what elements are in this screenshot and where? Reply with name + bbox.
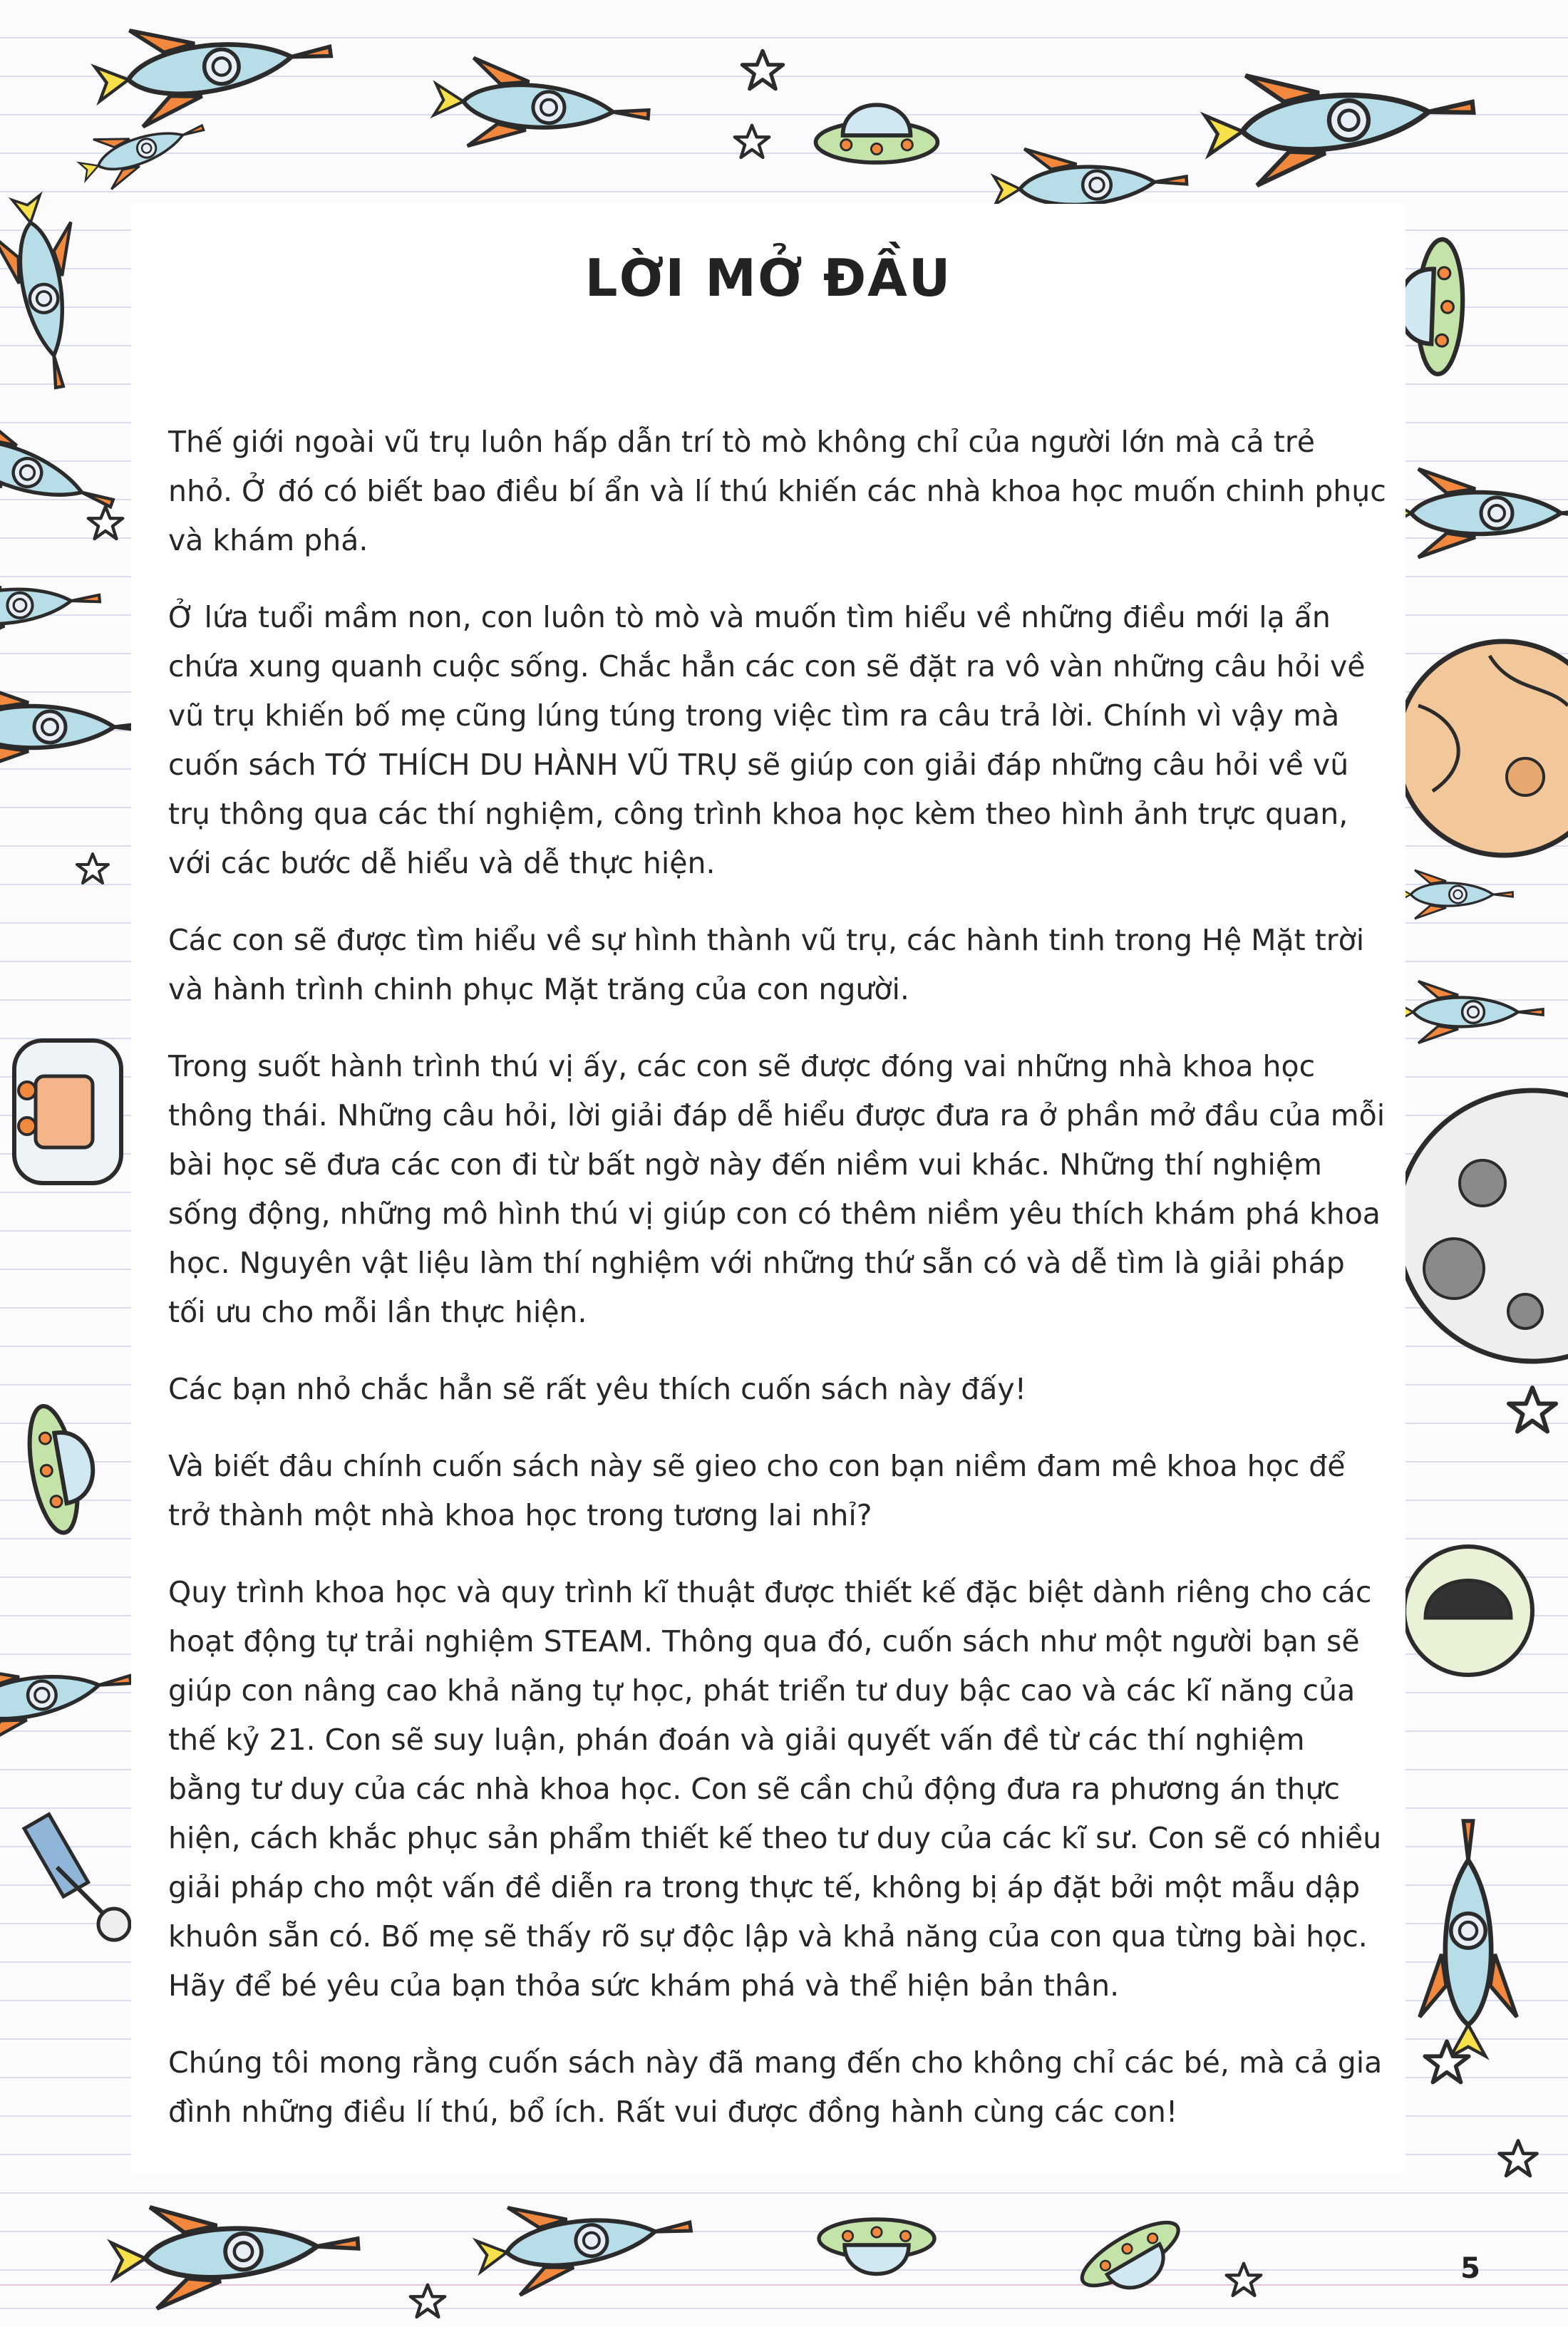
star-icon (88, 507, 123, 539)
ufo-icon (816, 105, 938, 162)
astronaut-icon (14, 1041, 121, 1183)
paragraph: Quy trình khoa học và quy trình kĩ thuật được thiết kế đặc biệt dành riêng cho các hoạt động tự trải nghiệm STEAM. Thông qua đó, cuốn sách như một người bạn sẽ giúp con nâng cao khả năng tự học, phát triển tư duy bậc cao và các kĩ năng của thế kỷ 21. Con sẽ suy luận, phán đoán và giải quyết vấn đề từ các thí nghiệm bằng tư duy của các nhà khoa học. Con sẽ cần chủ động đưa ra phương án thực hiện, cách khắc phục sản phẩm thiết kế theo tư duy của các kĩ sư. Con sẽ có nhiều giải pháp cho một vấn đề diễn ra trong thực tế, không bị áp đặt bởi một mẫu dập khuôn sẵn có. Bố mẹ sẽ thấy rõ sự độc lập và khả năng của con qua từng bài học. Hãy để bé yêu của bạn thỏa sức khám phá và thể hiện bản thân. (168, 1575, 1382, 2003)
rocket-icon (1420, 1821, 1517, 2056)
moon-icon (1397, 1090, 1568, 1361)
rocket-icon (1201, 52, 1478, 190)
star-icon (742, 51, 783, 88)
astronaut-helmet-icon (1404, 1547, 1532, 1675)
page-number: 5 (1460, 2252, 1480, 2285)
rocket-icon (473, 2183, 696, 2301)
ufo-icon (1396, 238, 1465, 375)
star-icon (1500, 2141, 1537, 2176)
rocket-icon (432, 56, 651, 159)
rocket-icon (91, 4, 337, 133)
paragraph: Ở lứa tuổi mầm non, con luôn tò mò và muốn tìm hiểu về những điều mới lạ ẩn chứa xung quanh cuộc sống. Chắc hẳn các con sẽ đặt ra vô vàn những câu hỏi về vũ trụ khiến bố mẹ cũng lúng túng trong việc tìm ra câu trả lời. Chính vì vậy mà cuốn sách TỚ THÍCH DU HÀNH VŨ TRỤ sẽ giúp con giải đáp những câu hỏi về vũ trụ thông qua các thí nghiệm, công trình khoa học kèm theo hình ảnh trực quan, với các bước dễ hiểu và dễ thực hiện. (168, 600, 1366, 880)
paragraph: Chúng tôi mong rằng cuốn sách này đã mang đến cho không chỉ các bé, mà cả gia đình những điều lí thú, bổ ích. Rất vui được đồng hành cùng các con! (168, 2045, 1383, 2129)
star-icon (411, 2285, 445, 2317)
satellite-icon (24, 1815, 130, 1940)
rocket-icon (0, 190, 98, 393)
ufo-icon (21, 1400, 103, 1537)
paragraph: Thế giới ngoài vũ trụ luôn hấp dẫn trí tò mò không chỉ của người lớn mà cả trẻ nhỏ. Ở đó có biết bao điều bí ẩn và lí thú khiến các nhà khoa học muốn chinh phục và khám phá. (168, 425, 1386, 557)
rocket-icon (0, 563, 103, 649)
star-icon (77, 854, 108, 883)
paragraph: Và biết đâu chính cuốn sách này sẽ gieo cho con bạn niềm đam mê khoa học để trở thành một nhà khoa học trong tương lai nhỉ? (168, 1449, 1346, 1532)
rocket-icon (1393, 981, 1543, 1043)
paragraph: Trong suốt hành trình thú vị ấy, các con sẽ được đóng vai những nhà khoa học thông thái. Những câu hỏi, lời giải đáp dễ hiểu được đưa ra ở phần mở đầu của mỗi bài học sẽ đưa các con đi từ bất ngờ này đến niềm vui khác. Những thí nghiệm sống động, những mô hình thú vị giúp con có thêm niềm yêu thích khám phá khoa học. Nguyên vật liệu làm thí nghiệm với những thứ sẵn có và dễ tìm là giải pháp tối ưu cho mỗi lần thực hiện. (168, 1049, 1386, 1329)
rocket-icon (109, 2193, 361, 2311)
page-title: LỜI MỞ ĐẦU (584, 248, 952, 308)
ufo-icon (819, 2219, 934, 2274)
rocket-icon (0, 683, 150, 771)
rocket-icon (0, 1641, 138, 1753)
star-icon (1509, 1388, 1556, 1432)
star-icon (1227, 2264, 1261, 2296)
rocket-icon (1383, 469, 1568, 557)
planet-icon (1397, 641, 1568, 855)
content-panel (131, 204, 1405, 2174)
paragraph: Các bạn nhỏ chắc hẳn sẽ rất yêu thích cuốn sách này đấy! (168, 1372, 1027, 1406)
ufo-icon (1074, 2211, 1195, 2310)
star-icon (735, 125, 769, 158)
paragraph: Các con sẽ được tìm hiểu về sự hình thành vũ trụ, các hành tinh trong Hệ Mặt trời và hành trình chinh phục Mặt trăng của con người. (168, 923, 1365, 1006)
body-text (168, 418, 1387, 2165)
rocket-icon (1396, 870, 1513, 919)
rocket-icon (73, 103, 212, 196)
